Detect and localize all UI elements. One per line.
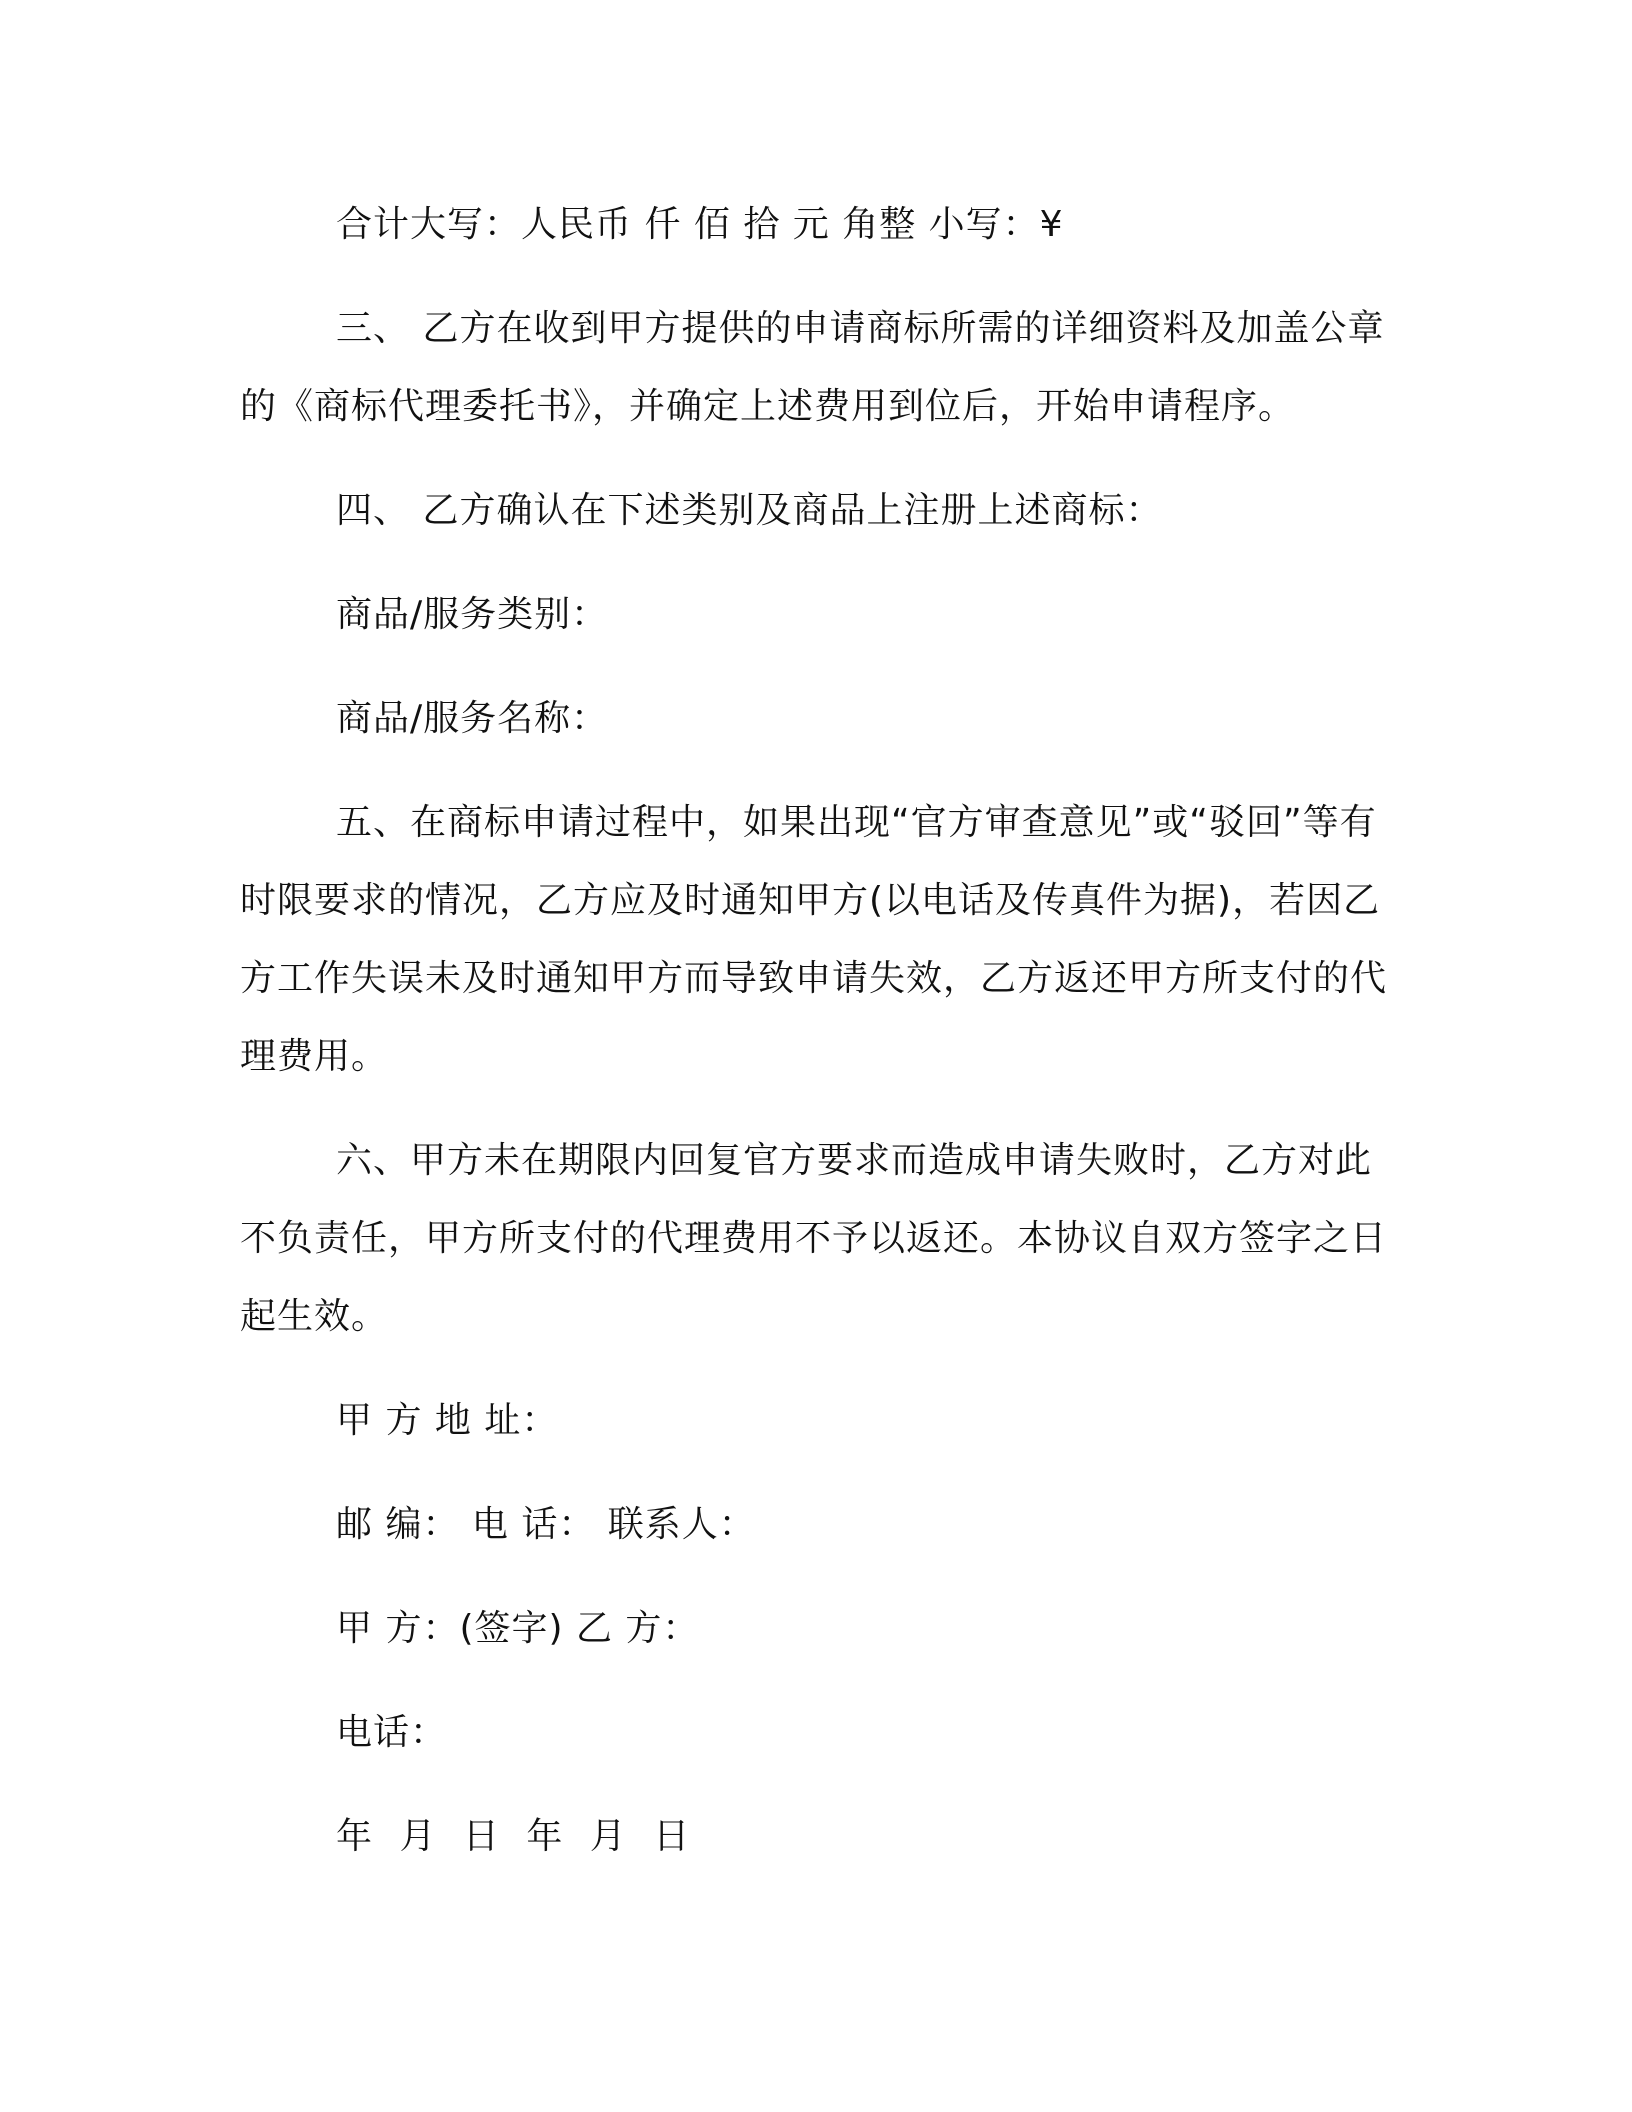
clause-four: 四、 乙方确认在下述类别及商品上注册上述商标： xyxy=(336,490,1163,531)
document-body xyxy=(240,186,1390,1902)
total-amount-line: 合计大写：人民币 仟 佰 拾 元 角整 小写：¥ xyxy=(336,204,1064,245)
clause-five: 五、在商标申请过程中，如果出现“官方审查意见”或“驳回”等有时限要求的情况，乙方应及时通知甲方(以电话及传真件为据)，若因乙方工作失误未及时通知甲方而导致申请失效，乙方返还甲方所支付的代理费用。 xyxy=(240,802,1388,1077)
goods-category-line: 商品/服务类别： xyxy=(336,594,609,635)
phone-line: 电话： xyxy=(336,1712,448,1753)
signature-line: 甲 方：(签字) 乙 方： xyxy=(336,1608,700,1649)
clause-three: 三、 乙方在收到甲方提供的申请商标所需的详细资料及加盖公章的《商标代理委托书》，并确定上述费用到位后，开始申请程序。 xyxy=(240,308,1385,427)
postal-phone-contact-line: 邮 编： 电 话： 联系人： xyxy=(336,1504,756,1545)
clause-six: 六、甲方未在期限内回复官方要求而造成申请失败时，乙方对此不负责任，甲方所支付的代理费用不予以返还。本协议自双方签字之日起生效。 xyxy=(240,1140,1388,1337)
goods-name-line: 商品/服务名称： xyxy=(336,698,609,739)
party-a-address-line: 甲 方 地 址： xyxy=(336,1400,559,1441)
date-line: 年 月 日 年 月 日 xyxy=(336,1816,698,1857)
